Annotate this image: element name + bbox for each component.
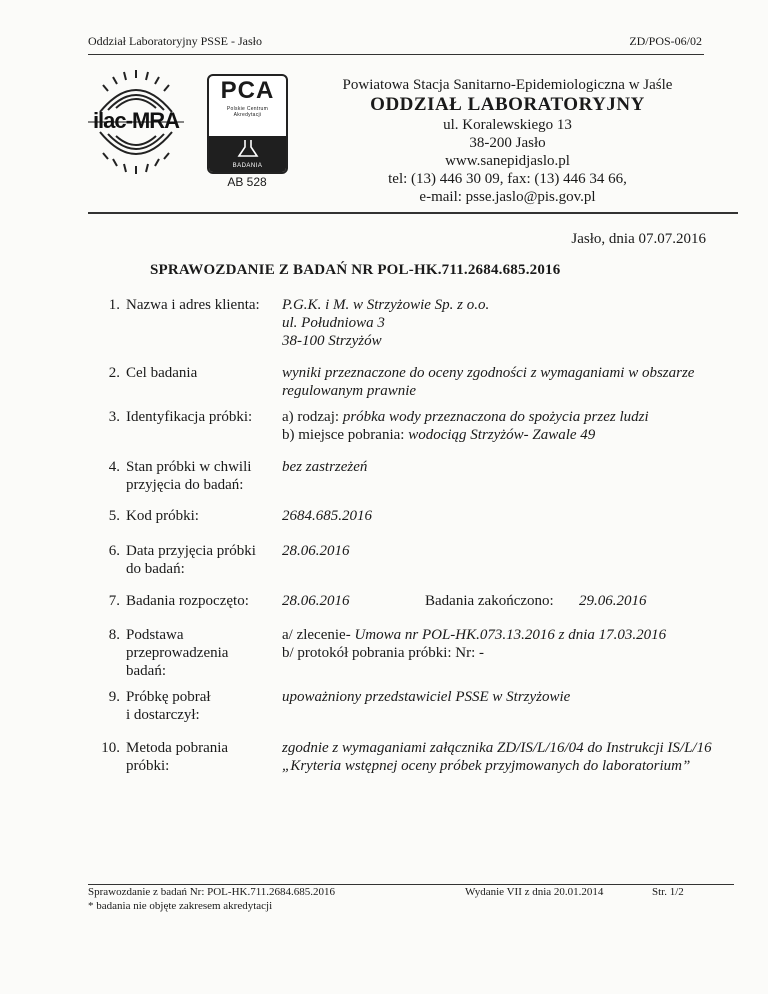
sample-condition: bez zastrzeżeń <box>282 459 368 475</box>
item-label: Data przyjęcia próbki <box>126 543 256 559</box>
institution-department: ODDZIAŁ LABORATORYJNY <box>370 94 645 115</box>
item-label: Metoda pobrania <box>126 740 229 756</box>
receipt-date: 28.06.2016 <box>282 543 350 559</box>
accreditation-number: AB 528 <box>227 175 267 189</box>
order-basis: a/ zlecenie- Umowa nr POL-HK.073.13.2016 z dnia 17.03.2016 <box>282 627 667 643</box>
institution-street: ul. Koralewskiego 13 <box>443 117 572 133</box>
pca-logo <box>207 74 288 174</box>
item-number: 1. <box>108 297 120 313</box>
footer-accreditation-note: * badania nie objęte zakresem akredytacji <box>88 900 273 912</box>
pca-logo-subtitle-2: Akredytacji <box>233 112 262 118</box>
running-header-left: Oddział Laboratoryjny PSSE - Jasło <box>88 34 262 48</box>
footer-edition: Wydanie VII z dnia 20.01.2014 <box>465 886 604 898</box>
pca-logo-title: PCA <box>220 77 275 104</box>
item-number: 3. <box>108 409 120 425</box>
header-rule <box>88 54 704 55</box>
sampling-place: b) miejsce pobrania: wodociąg Strzyżów- Zawale 49 <box>282 427 596 443</box>
item-label: Stan próbki w chwili <box>126 459 252 475</box>
client-name: P.G.K. i M. w Strzyżowie Sp. z o.o. <box>282 297 490 313</box>
item-label: Nazwa i adres klienta: <box>126 297 260 313</box>
sample-type: a) rodzaj: próbka wody przeznaczona do spożycia przez ludzi <box>282 409 649 425</box>
item-label: Cel badania <box>126 365 198 381</box>
pca-logo-subtitle-1: Polskie Centrum <box>226 106 269 112</box>
running-header-right: ZD/POS-06/02 <box>629 34 702 48</box>
pca-badania-label: BADANIA <box>232 163 263 169</box>
item-label: przeprowadzenia <box>126 645 229 661</box>
page-number: Str. 1/2 <box>652 886 684 898</box>
report-title: SPRAWOZDANIE Z BADAŃ NR POL-HK.711.2684.685.2016 <box>150 262 561 278</box>
item-number: 4. <box>108 459 120 475</box>
item-label: Kod próbki: <box>126 508 199 524</box>
client-city: 38-100 Strzyżów <box>282 333 382 349</box>
item-number: 10. <box>101 740 120 756</box>
item-number: 2. <box>108 365 120 381</box>
item-label: do badań: <box>126 561 185 577</box>
item-label: Próbkę pobrał <box>126 689 211 705</box>
client-street: ul. Południowa 3 <box>282 315 385 331</box>
purpose-line-1: wyniki przeznaczone do oceny zgodności z wymaganiami w obszarze <box>282 365 695 381</box>
end-date: 29.06.2016 <box>579 593 647 609</box>
item-number: 6. <box>108 543 120 559</box>
sampling-method-line-2: „Kryteria wstępnej oceny próbek przyjmowanych do laboratorium” <box>282 758 691 774</box>
ilac-mra-logo <box>80 66 192 178</box>
report-date: Jasło, dnia 07.07.2016 <box>571 231 706 247</box>
letterhead-rule <box>88 212 738 214</box>
purpose-line-2: regulowanym prawnie <box>282 383 417 399</box>
footer-report-number: Sprawozdanie z badań Nr: POL-HK.711.2684.685.2016 <box>88 886 336 898</box>
sampler: upoważniony przedstawiciel PSSE w Strzyżowie <box>282 689 571 705</box>
item-label: i dostarczył: <box>126 707 200 723</box>
institution-city: 38-200 Jasło <box>469 135 546 151</box>
ilac-logo-text: ilac-MRA <box>92 108 180 133</box>
item-number: 7. <box>108 593 120 609</box>
institution-phone: tel: (13) 446 30 09, fax: (13) 446 34 66, <box>388 171 627 187</box>
flask-icon <box>236 139 260 159</box>
start-date: 28.06.2016 <box>282 593 350 609</box>
item-label: Badania rozpoczęto: <box>126 593 249 609</box>
item-number: 8. <box>108 627 120 643</box>
item-number: 5. <box>108 508 120 524</box>
institution-website: www.sanepidjaslo.pl <box>445 153 570 169</box>
sampling-protocol: b/ protokół pobrania próbki: Nr: - <box>282 645 485 661</box>
sample-code: 2684.685.2016 <box>282 508 372 524</box>
institution-email: e-mail: psse.jaslo@pis.gov.pl <box>419 189 596 205</box>
institution-name: Powiatowa Stacja Sanitarno-Epidemiologiczna w Jaśle <box>342 77 673 93</box>
item-number: 9. <box>108 689 120 705</box>
end-label: Badania zakończono: <box>425 593 554 609</box>
footer-rule <box>88 884 734 885</box>
item-label: próbki: <box>126 758 170 774</box>
institution-block <box>300 76 715 206</box>
item-label: przyjęcia do badań: <box>126 477 244 493</box>
item-label: Identyfikacja próbki: <box>126 409 253 425</box>
sampling-method-line-1: zgodnie z wymaganiami załącznika ZD/IS/L/16/04 do Instrukcji IS/L/16 <box>282 740 712 756</box>
item-label: badań: <box>126 663 166 679</box>
item-label: Podstawa <box>126 627 184 643</box>
